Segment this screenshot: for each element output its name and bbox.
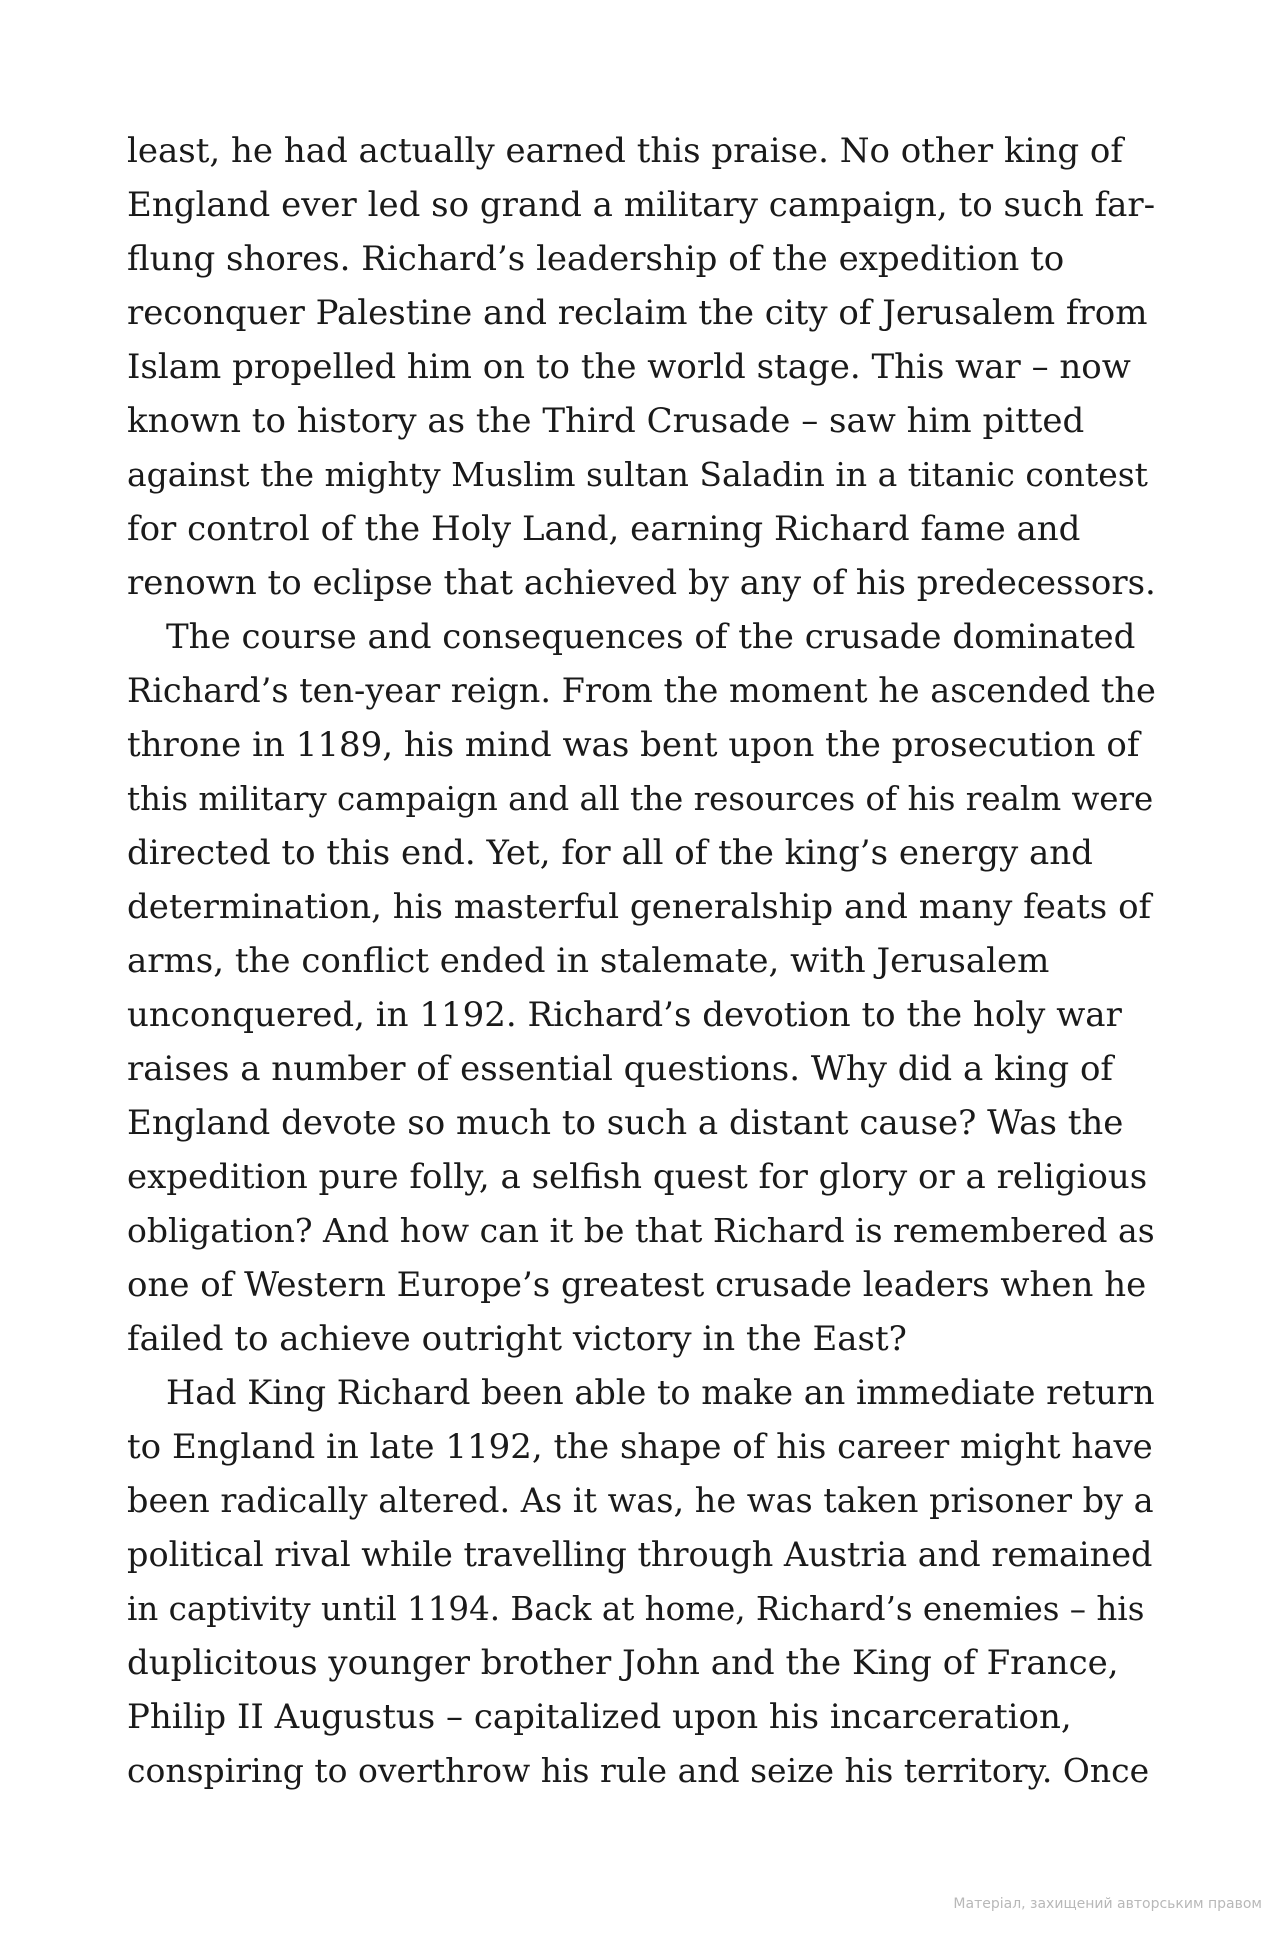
text-line: England devote so much to such a distant cause? Was the — [127, 1103, 1124, 1143]
text-line: failed to achieve outright victory in the East? — [127, 1319, 907, 1359]
paragraph-start-line: Had King Richard been able to make an immediate return — [166, 1373, 1155, 1412]
text-line: raises a number of essential questions. Why did a king of — [127, 1049, 1114, 1089]
text-line: arms, the conflict ended in stalemate, with Jerusalem — [127, 941, 1050, 981]
text-line: against the mighty Muslim sultan Saladin in a titanic contest — [127, 455, 1148, 494]
text-line: political rival while travelling through Austria and remained — [127, 1535, 1153, 1574]
text-line: throne in 1189, his mind was bent upon the prosecution of — [127, 725, 1140, 765]
text-line: expedition pure folly, a selfish quest for glory or a religious — [127, 1157, 1148, 1197]
text-line: for control of the Holy Land, earning Richard fame and — [127, 509, 1081, 549]
text-line: one of Western Europe’s greatest crusade leaders when he — [127, 1265, 1147, 1305]
paragraph-start-line: The course and consequences of the crusade dominated — [166, 617, 1136, 657]
copyright-watermark: Матеріал, захищений авторським правом — [953, 1896, 1262, 1912]
text-line: in captivity until 1194. Back at home, Richard’s enemies – his — [127, 1590, 1145, 1628]
text-line: been radically altered. As it was, he was taken prisoner by a — [127, 1481, 1154, 1520]
text-line: obligation? And how can it be that Richard is remembered as — [127, 1211, 1155, 1250]
text-line: Philip II Augustus – capitalized upon his incarceration, — [127, 1697, 1072, 1737]
text-line: directed to this end. Yet, for all of the king’s energy and — [127, 833, 1093, 873]
text-line: this military campaign and all the resources of his realm were — [127, 780, 1154, 818]
text-line: England ever led so grand a military campaign, to such far- — [127, 185, 1156, 225]
text-line: Richard’s ten-year reign. From the moment he ascended the — [127, 671, 1156, 710]
text-line: duplicitous younger brother John and the King of France, — [127, 1643, 1119, 1683]
text-line: determination, his masterful generalship and many feats of — [127, 887, 1152, 927]
text-line: unconquered, in 1192. Richard’s devotion to the holy war — [127, 995, 1122, 1035]
text-line: least, he had actually earned this praise. No other king of — [127, 131, 1123, 171]
body-text — [127, 124, 1157, 1798]
text-line: Islam propelled him on to the world stage. This war – now — [127, 347, 1131, 387]
text-line: to England in late 1192, the shape of his career might have — [127, 1427, 1153, 1467]
text-line: flung shores. Richard’s leadership of the expedition to — [127, 239, 1065, 279]
text-line: known to history as the Third Crusade – saw him pitted — [127, 401, 1085, 441]
text-line: conspiring to overthrow his rule and seize his territory. Once — [127, 1751, 1150, 1790]
text-line: renown to eclipse that achieved by any of his predecessors. — [127, 563, 1156, 603]
text-line: reconquer Palestine and reclaim the city of Jerusalem from — [127, 293, 1148, 333]
